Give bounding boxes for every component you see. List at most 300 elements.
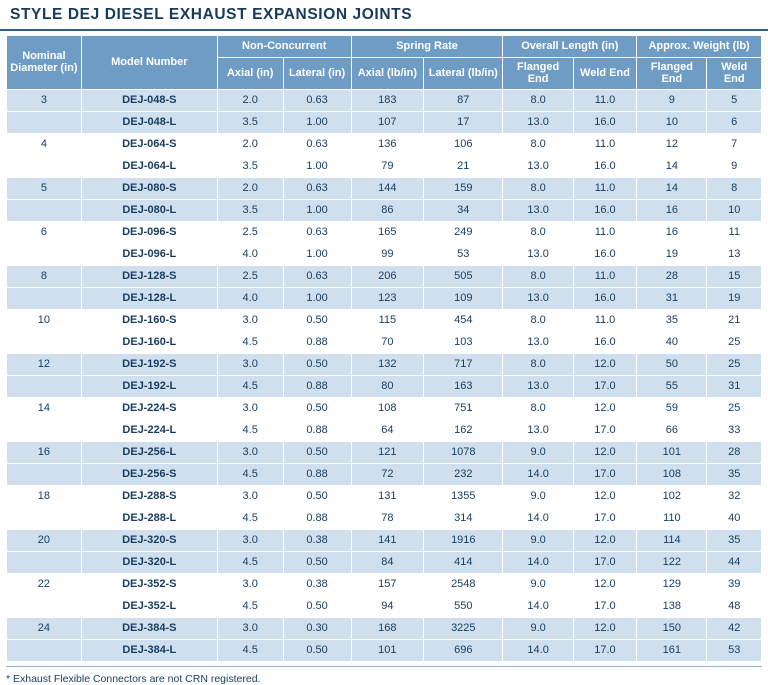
cell-nc-axial: 4.5 <box>217 551 283 573</box>
cell-model-number: DEJ-288-S <box>81 485 217 507</box>
cell-model-number: DEJ-160-L <box>81 331 217 353</box>
cell-sr-axial: 64 <box>351 419 424 441</box>
subcol-w-weld: Weld End <box>707 57 762 89</box>
cell-nominal-diameter <box>7 331 82 353</box>
cell-model-number: DEJ-048-L <box>81 111 217 133</box>
cell-nc-lateral: 0.50 <box>283 309 351 331</box>
table-row <box>7 551 762 573</box>
cell-ol-flanged: 14.0 <box>503 463 573 485</box>
cell-ol-weld: 12.0 <box>573 397 636 419</box>
cell-ol-weld: 11.0 <box>573 221 636 243</box>
cell-nc-axial: 2.5 <box>217 221 283 243</box>
cell-sr-lateral: 163 <box>424 375 503 397</box>
cell-sr-axial: 183 <box>351 89 424 111</box>
cell-w-weld: 6 <box>707 111 762 133</box>
cell-model-number: DEJ-352-L <box>81 595 217 617</box>
cell-sr-axial: 131 <box>351 485 424 507</box>
cell-w-flanged: 12 <box>637 133 707 155</box>
cell-nc-axial: 2.0 <box>217 133 283 155</box>
cell-nc-axial: 4.5 <box>217 331 283 353</box>
cell-nominal-diameter: 12 <box>7 353 82 375</box>
cell-ol-weld: 12.0 <box>573 573 636 595</box>
subcol-sr-lateral: Lateral (lb/in) <box>424 57 503 89</box>
cell-sr-axial: 144 <box>351 177 424 199</box>
cell-sr-axial: 123 <box>351 287 424 309</box>
cell-sr-axial: 94 <box>351 595 424 617</box>
cell-w-weld: 21 <box>707 309 762 331</box>
cell-ol-flanged: 8.0 <box>503 133 573 155</box>
cell-nc-lateral: 0.50 <box>283 551 351 573</box>
cell-sr-lateral: 21 <box>424 155 503 177</box>
cell-nc-lateral: 0.88 <box>283 507 351 529</box>
subcol-nc-axial: Axial (in) <box>217 57 283 89</box>
cell-w-flanged: 35 <box>637 309 707 331</box>
cell-sr-axial: 107 <box>351 111 424 133</box>
cell-sr-lateral: 717 <box>424 353 503 375</box>
cell-nominal-diameter: 10 <box>7 309 82 331</box>
cell-w-weld: 42 <box>707 617 762 639</box>
cell-nominal-diameter: 14 <box>7 397 82 419</box>
cell-nc-axial: 4.5 <box>217 595 283 617</box>
cell-nc-axial: 3.0 <box>217 573 283 595</box>
cell-w-flanged: 110 <box>637 507 707 529</box>
cell-w-flanged: 138 <box>637 595 707 617</box>
cell-w-flanged: 114 <box>637 529 707 551</box>
cell-nc-lateral: 0.50 <box>283 441 351 463</box>
cell-sr-lateral: 249 <box>424 221 503 243</box>
cell-nc-lateral: 0.38 <box>283 529 351 551</box>
table-row <box>7 507 762 529</box>
cell-sr-axial: 108 <box>351 397 424 419</box>
cell-model-number: DEJ-080-S <box>81 177 217 199</box>
table-row <box>7 529 762 551</box>
cell-w-flanged: 28 <box>637 265 707 287</box>
cell-sr-lateral: 550 <box>424 595 503 617</box>
table-row <box>7 573 762 595</box>
cell-nc-lateral: 0.63 <box>283 177 351 199</box>
table-row <box>7 639 762 661</box>
cell-sr-lateral: 1078 <box>424 441 503 463</box>
cell-ol-weld: 11.0 <box>573 133 636 155</box>
cell-w-flanged: 16 <box>637 221 707 243</box>
cell-w-weld: 35 <box>707 529 762 551</box>
cell-ol-weld: 16.0 <box>573 155 636 177</box>
cell-ol-flanged: 8.0 <box>503 221 573 243</box>
cell-ol-weld: 17.0 <box>573 551 636 573</box>
cell-nc-axial: 2.5 <box>217 265 283 287</box>
cell-sr-lateral: 1916 <box>424 529 503 551</box>
cell-ol-flanged: 13.0 <box>503 287 573 309</box>
cell-nominal-diameter <box>7 199 82 221</box>
cell-sr-lateral: 87 <box>424 89 503 111</box>
cell-nc-lateral: 0.88 <box>283 463 351 485</box>
cell-sr-lateral: 159 <box>424 177 503 199</box>
cell-nc-lateral: 0.50 <box>283 353 351 375</box>
cell-sr-axial: 165 <box>351 221 424 243</box>
cell-nominal-diameter: 8 <box>7 265 82 287</box>
cell-nc-lateral: 0.88 <box>283 331 351 353</box>
cell-w-flanged: 50 <box>637 353 707 375</box>
cell-sr-lateral: 17 <box>424 111 503 133</box>
cell-ol-flanged: 13.0 <box>503 419 573 441</box>
cell-nominal-diameter <box>7 639 82 661</box>
cell-nc-lateral: 0.63 <box>283 89 351 111</box>
cell-sr-axial: 86 <box>351 199 424 221</box>
group-non-concurrent: Non-Concurrent <box>217 36 351 58</box>
cell-ol-flanged: 9.0 <box>503 485 573 507</box>
cell-nc-axial: 4.5 <box>217 639 283 661</box>
cell-model-number: DEJ-352-S <box>81 573 217 595</box>
cell-nominal-diameter: 5 <box>7 177 82 199</box>
cell-model-number: DEJ-384-L <box>81 639 217 661</box>
cell-ol-weld: 17.0 <box>573 507 636 529</box>
cell-w-flanged: 19 <box>637 243 707 265</box>
cell-nominal-diameter <box>7 463 82 485</box>
cell-model-number: DEJ-320-L <box>81 551 217 573</box>
cell-w-weld: 10 <box>707 199 762 221</box>
cell-nc-lateral: 0.88 <box>283 375 351 397</box>
subcol-ol-flanged: Flanged End <box>503 57 573 89</box>
cell-w-weld: 25 <box>707 397 762 419</box>
cell-sr-lateral: 109 <box>424 287 503 309</box>
cell-nominal-diameter: 22 <box>7 573 82 595</box>
cell-nc-lateral: 1.00 <box>283 155 351 177</box>
cell-ol-flanged: 8.0 <box>503 309 573 331</box>
cell-nc-axial: 3.0 <box>217 309 283 331</box>
cell-nominal-diameter <box>7 507 82 529</box>
cell-w-weld: 35 <box>707 463 762 485</box>
table-row <box>7 617 762 639</box>
cell-nc-lateral: 1.00 <box>283 111 351 133</box>
cell-model-number: DEJ-256-L <box>81 441 217 463</box>
cell-ol-flanged: 8.0 <box>503 397 573 419</box>
cell-w-flanged: 31 <box>637 287 707 309</box>
cell-nc-axial: 4.5 <box>217 419 283 441</box>
cell-model-number: DEJ-128-S <box>81 265 217 287</box>
cell-nc-lateral: 0.63 <box>283 221 351 243</box>
cell-nominal-diameter <box>7 243 82 265</box>
cell-sr-axial: 84 <box>351 551 424 573</box>
cell-nc-lateral: 0.50 <box>283 485 351 507</box>
cell-model-number: DEJ-384-S <box>81 617 217 639</box>
cell-nc-axial: 3.5 <box>217 155 283 177</box>
group-spring-rate: Spring Rate <box>351 36 503 58</box>
cell-ol-flanged: 13.0 <box>503 243 573 265</box>
cell-nc-axial: 3.0 <box>217 617 283 639</box>
cell-ol-flanged: 9.0 <box>503 441 573 463</box>
cell-ol-weld: 17.0 <box>573 463 636 485</box>
cell-nc-axial: 3.0 <box>217 529 283 551</box>
cell-model-number: DEJ-224-S <box>81 397 217 419</box>
cell-w-weld: 15 <box>707 265 762 287</box>
cell-nc-axial: 2.0 <box>217 177 283 199</box>
cell-sr-lateral: 2548 <box>424 573 503 595</box>
cell-w-flanged: 10 <box>637 111 707 133</box>
cell-nc-axial: 3.0 <box>217 441 283 463</box>
cell-w-weld: 7 <box>707 133 762 155</box>
cell-sr-axial: 99 <box>351 243 424 265</box>
cell-w-weld: 53 <box>707 639 762 661</box>
cell-sr-lateral: 454 <box>424 309 503 331</box>
group-approx-weight: Approx. Weight (lb) <box>637 36 762 58</box>
cell-w-flanged: 14 <box>637 155 707 177</box>
cell-sr-axial: 141 <box>351 529 424 551</box>
cell-w-weld: 25 <box>707 353 762 375</box>
cell-nominal-diameter <box>7 375 82 397</box>
cell-ol-weld: 16.0 <box>573 199 636 221</box>
cell-w-flanged: 16 <box>637 199 707 221</box>
cell-model-number: DEJ-224-L <box>81 419 217 441</box>
cell-ol-weld: 17.0 <box>573 419 636 441</box>
cell-sr-axial: 136 <box>351 133 424 155</box>
subcol-ol-weld: Weld End <box>573 57 636 89</box>
cell-w-weld: 9 <box>707 155 762 177</box>
cell-w-weld: 40 <box>707 507 762 529</box>
cell-ol-weld: 12.0 <box>573 441 636 463</box>
table-row <box>7 89 762 111</box>
cell-w-weld: 32 <box>707 485 762 507</box>
subcol-sr-axial: Axial (lb/in) <box>351 57 424 89</box>
cell-sr-axial: 80 <box>351 375 424 397</box>
table-row <box>7 331 762 353</box>
cell-ol-weld: 11.0 <box>573 89 636 111</box>
cell-nc-lateral: 0.30 <box>283 617 351 639</box>
subcol-w-flanged: Flanged End <box>637 57 707 89</box>
table-row <box>7 133 762 155</box>
cell-ol-flanged: 13.0 <box>503 199 573 221</box>
cell-w-weld: 33 <box>707 419 762 441</box>
cell-w-flanged: 150 <box>637 617 707 639</box>
cell-nc-axial: 4.5 <box>217 507 283 529</box>
table-row <box>7 419 762 441</box>
cell-nc-axial: 3.0 <box>217 353 283 375</box>
cell-model-number: DEJ-064-L <box>81 155 217 177</box>
cell-ol-flanged: 8.0 <box>503 89 573 111</box>
cell-sr-lateral: 505 <box>424 265 503 287</box>
table-row <box>7 485 762 507</box>
cell-nc-lateral: 1.00 <box>283 287 351 309</box>
cell-ol-weld: 16.0 <box>573 111 636 133</box>
cell-ol-weld: 17.0 <box>573 595 636 617</box>
table-row <box>7 309 762 331</box>
table-row <box>7 353 762 375</box>
cell-w-flanged: 59 <box>637 397 707 419</box>
cell-nc-axial: 4.5 <box>217 463 283 485</box>
cell-nc-lateral: 0.50 <box>283 639 351 661</box>
cell-ol-flanged: 9.0 <box>503 573 573 595</box>
table-row <box>7 199 762 221</box>
cell-w-flanged: 122 <box>637 551 707 573</box>
cell-sr-lateral: 3225 <box>424 617 503 639</box>
cell-ol-flanged: 8.0 <box>503 353 573 375</box>
cell-sr-lateral: 106 <box>424 133 503 155</box>
cell-nc-axial: 3.5 <box>217 111 283 133</box>
header-group-row <box>7 36 762 58</box>
table-row <box>7 397 762 419</box>
cell-sr-lateral: 696 <box>424 639 503 661</box>
cell-w-weld: 44 <box>707 551 762 573</box>
cell-model-number: DEJ-064-S <box>81 133 217 155</box>
cell-w-flanged: 66 <box>637 419 707 441</box>
cell-w-weld: 5 <box>707 89 762 111</box>
cell-nominal-diameter <box>7 287 82 309</box>
col-nominal-diameter: Nominal Diameter (in) <box>7 36 82 90</box>
cell-w-weld: 11 <box>707 221 762 243</box>
cell-ol-flanged: 9.0 <box>503 529 573 551</box>
cell-sr-axial: 132 <box>351 353 424 375</box>
cell-sr-lateral: 314 <box>424 507 503 529</box>
cell-ol-weld: 16.0 <box>573 243 636 265</box>
table-body <box>7 89 762 661</box>
cell-w-flanged: 101 <box>637 441 707 463</box>
cell-nominal-diameter: 16 <box>7 441 82 463</box>
cell-model-number: DEJ-192-L <box>81 375 217 397</box>
cell-sr-axial: 72 <box>351 463 424 485</box>
cell-model-number: DEJ-288-L <box>81 507 217 529</box>
cell-ol-weld: 12.0 <box>573 529 636 551</box>
cell-nc-axial: 3.0 <box>217 397 283 419</box>
cell-nominal-diameter: 18 <box>7 485 82 507</box>
cell-ol-flanged: 13.0 <box>503 155 573 177</box>
cell-nc-lateral: 0.50 <box>283 595 351 617</box>
cell-nominal-diameter <box>7 155 82 177</box>
footnote: * Exhaust Flexible Connectors are not CRN registered. <box>6 666 762 685</box>
cell-w-flanged: 102 <box>637 485 707 507</box>
table-row <box>7 441 762 463</box>
cell-nc-axial: 2.0 <box>217 89 283 111</box>
cell-w-flanged: 161 <box>637 639 707 661</box>
table-row <box>7 375 762 397</box>
cell-nc-lateral: 0.88 <box>283 419 351 441</box>
cell-nc-lateral: 0.63 <box>283 133 351 155</box>
cell-nc-axial: 4.0 <box>217 287 283 309</box>
cell-nc-lateral: 0.63 <box>283 265 351 287</box>
cell-w-flanged: 9 <box>637 89 707 111</box>
cell-w-weld: 39 <box>707 573 762 595</box>
cell-ol-weld: 11.0 <box>573 309 636 331</box>
cell-model-number: DEJ-160-S <box>81 309 217 331</box>
cell-ol-flanged: 14.0 <box>503 551 573 573</box>
cell-sr-axial: 101 <box>351 639 424 661</box>
cell-model-number: DEJ-048-S <box>81 89 217 111</box>
cell-nc-lateral: 0.38 <box>283 573 351 595</box>
cell-nc-axial: 4.0 <box>217 243 283 265</box>
cell-sr-axial: 78 <box>351 507 424 529</box>
cell-sr-lateral: 53 <box>424 243 503 265</box>
cell-ol-flanged: 14.0 <box>503 639 573 661</box>
table-row <box>7 243 762 265</box>
subcol-nc-lateral: Lateral (in) <box>283 57 351 89</box>
cell-ol-flanged: 13.0 <box>503 111 573 133</box>
cell-w-weld: 13 <box>707 243 762 265</box>
cell-ol-flanged: 13.0 <box>503 375 573 397</box>
cell-sr-lateral: 103 <box>424 331 503 353</box>
cell-w-weld: 19 <box>707 287 762 309</box>
cell-w-weld: 8 <box>707 177 762 199</box>
cell-ol-weld: 16.0 <box>573 331 636 353</box>
cell-nc-axial: 3.5 <box>217 199 283 221</box>
cell-ol-weld: 11.0 <box>573 177 636 199</box>
group-overall-length: Overall Length (in) <box>503 36 637 58</box>
cell-ol-flanged: 8.0 <box>503 177 573 199</box>
table-row <box>7 595 762 617</box>
cell-nc-lateral: 1.00 <box>283 243 351 265</box>
table-header <box>7 36 762 90</box>
cell-nominal-diameter: 20 <box>7 529 82 551</box>
expansion-joints-table <box>6 35 762 662</box>
cell-w-weld: 28 <box>707 441 762 463</box>
cell-sr-lateral: 232 <box>424 463 503 485</box>
cell-w-flanged: 108 <box>637 463 707 485</box>
table-row <box>7 155 762 177</box>
cell-sr-axial: 206 <box>351 265 424 287</box>
cell-ol-flanged: 9.0 <box>503 617 573 639</box>
cell-nominal-diameter: 6 <box>7 221 82 243</box>
cell-ol-flanged: 13.0 <box>503 331 573 353</box>
cell-w-flanged: 14 <box>637 177 707 199</box>
cell-model-number: DEJ-128-L <box>81 287 217 309</box>
cell-ol-flanged: 8.0 <box>503 265 573 287</box>
cell-model-number: DEJ-096-S <box>81 221 217 243</box>
table-row <box>7 177 762 199</box>
cell-ol-weld: 12.0 <box>573 485 636 507</box>
cell-w-flanged: 129 <box>637 573 707 595</box>
table-row <box>7 111 762 133</box>
cell-sr-axial: 79 <box>351 155 424 177</box>
cell-w-flanged: 55 <box>637 375 707 397</box>
cell-sr-lateral: 414 <box>424 551 503 573</box>
cell-nominal-diameter <box>7 595 82 617</box>
cell-sr-axial: 168 <box>351 617 424 639</box>
cell-sr-lateral: 34 <box>424 199 503 221</box>
cell-sr-lateral: 162 <box>424 419 503 441</box>
cell-w-weld: 25 <box>707 331 762 353</box>
cell-ol-weld: 17.0 <box>573 639 636 661</box>
cell-ol-weld: 12.0 <box>573 353 636 375</box>
cell-ol-weld: 11.0 <box>573 265 636 287</box>
cell-nominal-diameter <box>7 111 82 133</box>
cell-w-weld: 31 <box>707 375 762 397</box>
table-row <box>7 463 762 485</box>
cell-sr-axial: 157 <box>351 573 424 595</box>
table-row <box>7 287 762 309</box>
page-title: STYLE DEJ DIESEL EXHAUST EXPANSION JOINTS <box>0 0 768 31</box>
cell-sr-lateral: 751 <box>424 397 503 419</box>
cell-w-weld: 48 <box>707 595 762 617</box>
cell-nominal-diameter <box>7 419 82 441</box>
cell-model-number: DEJ-192-S <box>81 353 217 375</box>
cell-model-number: DEJ-080-L <box>81 199 217 221</box>
cell-nominal-diameter: 4 <box>7 133 82 155</box>
cell-model-number: DEJ-096-L <box>81 243 217 265</box>
cell-nc-axial: 3.0 <box>217 485 283 507</box>
cell-ol-flanged: 14.0 <box>503 507 573 529</box>
cell-nc-axial: 4.5 <box>217 375 283 397</box>
cell-nominal-diameter: 3 <box>7 89 82 111</box>
table-row <box>7 221 762 243</box>
cell-ol-weld: 16.0 <box>573 287 636 309</box>
cell-ol-weld: 12.0 <box>573 617 636 639</box>
cell-nc-lateral: 1.00 <box>283 199 351 221</box>
cell-sr-lateral: 1355 <box>424 485 503 507</box>
cell-nominal-diameter: 24 <box>7 617 82 639</box>
cell-model-number: DEJ-320-S <box>81 529 217 551</box>
cell-sr-axial: 121 <box>351 441 424 463</box>
cell-nominal-diameter <box>7 551 82 573</box>
cell-ol-weld: 17.0 <box>573 375 636 397</box>
cell-nc-lateral: 0.50 <box>283 397 351 419</box>
cell-sr-axial: 70 <box>351 331 424 353</box>
